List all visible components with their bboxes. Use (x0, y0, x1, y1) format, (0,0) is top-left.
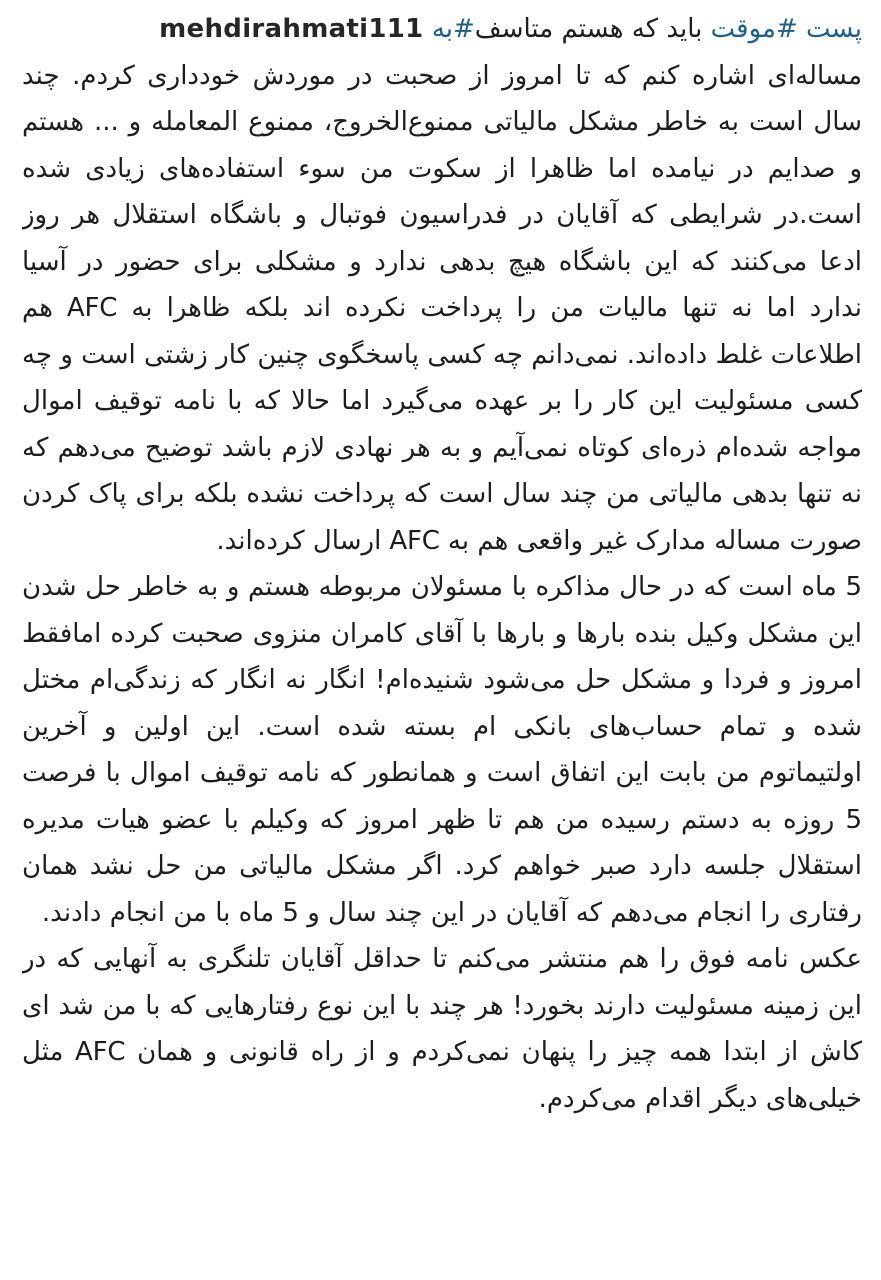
caption-intro-text: باید که هستم متاسف (474, 14, 711, 44)
hashtag-be[interactable]: #به (431, 14, 475, 44)
caption-first-line (22, 6, 862, 53)
hashtag-2-text: #موقت (710, 14, 798, 44)
hashtag-2-prefix: پست (797, 14, 862, 44)
caption-paragraph-1: مساله‌ای اشاره کنم که تا امروز از صحبت در موردش خودداری کردم. چند سال است به خاطر مشکل مالیاتی ممنوع‌الخروج، ممنوع المعامله و ... هستم و صدایم در نیامده اما ظاهرا از سکوت من سوء استفاده‌های زیادی شده است.در شرایطی که آقایان در فدراسیون فوتبال و باشگاه استقلال هر روز ادعا می‌کنند که این باشگاه هیچ بدهی ندارد و مشکلی برای حضور در آسیا ندارد اما نه تنها مالیات من را پرداخت نکرده اند بلکه ظاهرا به AFC هم اطلاعات غلط داده‌اند. نمی‌دانم چه کسی پاسخگوی چنین کار زشتی است و چه کسی مسئولیت این کار را بر عهده می‌گیرد اما حالا که با نامه توقیف اموال مواجه شده‌ام ذره‌ای کوتاه نمی‌آیم و به هر نهادی لازم باشد توضیح می‌دهم که نه تنها بدهی مالیاتی من چند سال است که پرداخت نشده بلکه برای پاک کردن صورت مساله مدارک غیر واقعی هم به AFC ارسال کرده‌اند. (22, 60, 862, 556)
post-caption (22, 0, 862, 1280)
caption-paragraph-2: 5 ماه است که در حال مذاکره با مسئولان مربوطه هستم و به خاطر حل شدن این مشکل وکیل بنده بارها و بارها با آقای کامران منزوی صحبت کرده امافقط امروز و فردا و مشکل حل می‌شود شنیده‌ام! انگار نه انگار که زندگی‌ام مختل شده و تمام حساب‌های بانکی ام بسته شده است. این اولین و آخرین اولتیماتوم من بابت این اتفاق است و همانطور که نامه توقیف اموال با فرصت 5 روزه به دستم رسیده من هم تا ظهر امروز که وکیلم با عضو هیات مدیره استقلال جلسه دارد صبر خواهم کرد. اگر مشکل مالیاتی من حل نشد همان رفتاری را انجام می‌دهم که آقایان در این چند سال و 5 ماه با من انجام دادند. (22, 572, 862, 928)
hashtag-temporary-post[interactable] (711, 14, 862, 44)
username-link[interactable]: mehdirahmati111 (159, 14, 424, 44)
caption-paragraph-3: عکس نامه فوق را هم منتشر می‌کنم تا حداقل آقایان تلنگری به آنهایی که در این زمینه مسئولیت دارند بخورد! هر چند با این نوع رفتارهایی که با من شد ای کاش از ابتدا همه چیز را پنهان نمی‌کردم و از راه قانونی و همان AFC مثل خیلی‌های دیگر اقدام می‌کردم. (22, 944, 862, 1114)
